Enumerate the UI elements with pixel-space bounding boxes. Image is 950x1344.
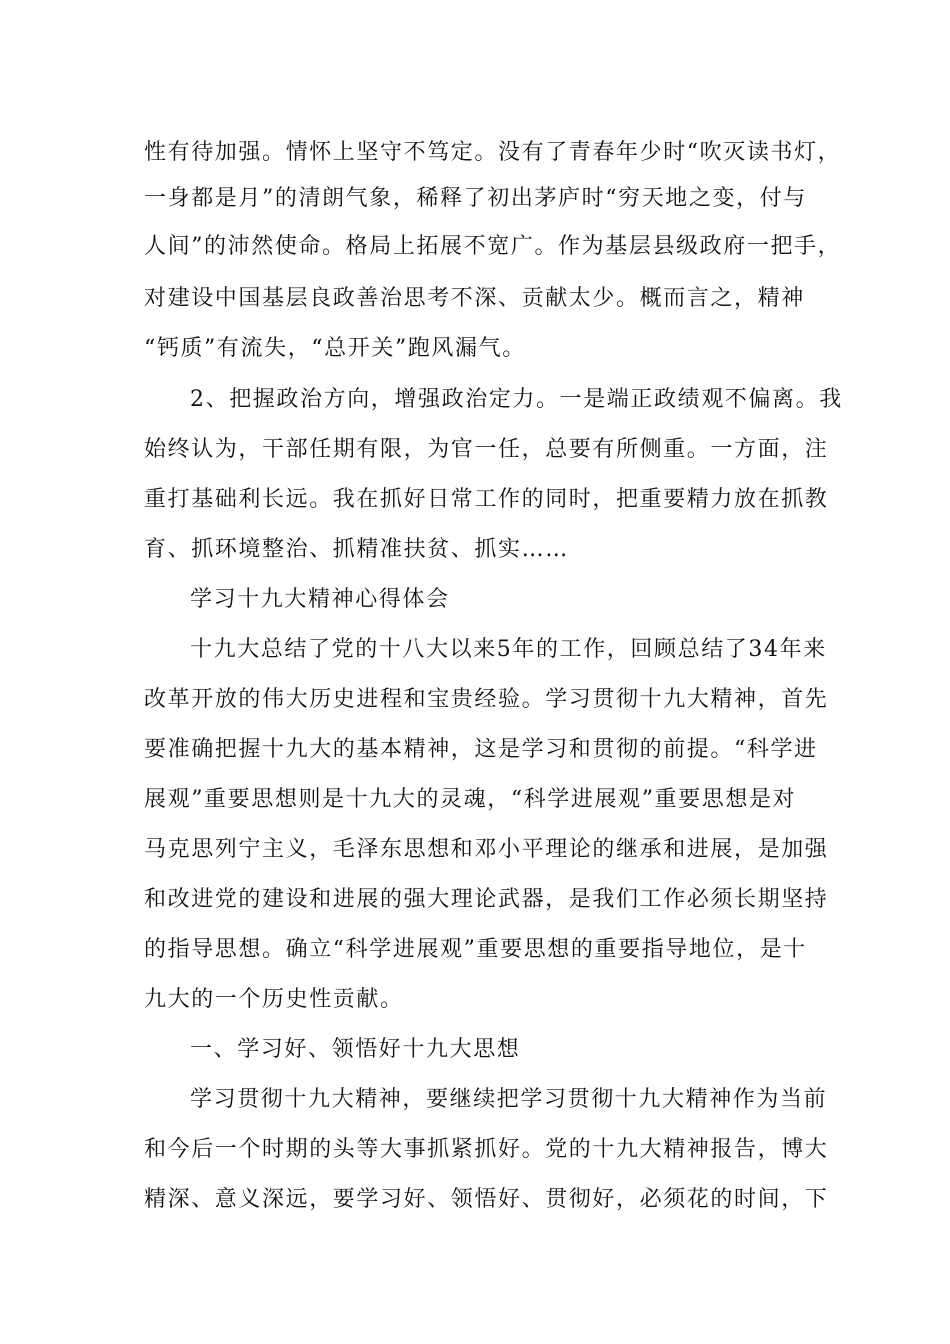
text-line: 九大的一个历史性贡献。 <box>144 987 404 1012</box>
text-line: 要准确把握十九大的基本精神，这是学习和贯彻的前提。“科学进 <box>144 737 818 762</box>
text-line: 改革开放的伟大历史进程和宝贵经验。学习贯彻十九大精神，首先 <box>144 687 829 712</box>
text-line: 的指导思想。确立“科学进展观”重要思想的重要指导地位，是十 <box>144 937 807 962</box>
section-title: 学习十九大精神心得体会 <box>190 587 450 612</box>
text-line: 和改进党的建设和进展的强大理论武器，是我们工作必须长期坚持 <box>144 887 829 912</box>
text-line: 和今后一个时期的头等大事抓紧抓好。党的十九大精神报告，博大 <box>144 1137 829 1162</box>
text-line: 精深、意义深远，要学习好、领悟好、贯彻好，必须花的时间，下 <box>144 1187 829 1212</box>
text-line: 展观”重要思想则是十九大的灵魂，“科学进展观”重要思想是对 <box>144 787 797 812</box>
text-line: 马克思列宁主义，毛泽东思想和邓小平理论的继承和进展，是加强 <box>144 837 829 862</box>
text-line: 一身都是月”的清朗气象，稀释了初出茅庐时“穷天地之变，付与 <box>144 186 807 211</box>
text-line: 性有待加强。情怀上坚守不笃定。没有了青春年少时“吹灭读书灯， <box>144 140 842 165</box>
text-line: 对建设中国基层良政善治思考不深、贡献太少。概而言之，精神 <box>144 286 805 311</box>
paragraph-start-line: 2、把握政治方向，增强政治定力。一是端正政绩观不偏离。我 <box>190 387 843 412</box>
paragraph-start-line: 十九大总结了党的十八大以来5年的工作，回顾总结了34年来 <box>190 637 827 662</box>
text-line: 始终认为，干部任期有限，为官一任，总要有所侧重。一方面，注 <box>144 437 829 462</box>
text-line: 重打基础利长远。我在抓好日常工作的同时，把重要精力放在抓教 <box>144 487 829 512</box>
text-line: “钙质”有流失，“总开关”跑风漏气。 <box>144 336 526 361</box>
text-line: 人间”的沛然使命。格局上拓展不宽广。作为基层县级政府一把手， <box>144 234 842 259</box>
paragraph-start-line: 学习贯彻十九大精神，要继续把学习贯彻十九大精神作为当前 <box>190 1087 828 1112</box>
section-heading: 一、学习好、领悟好十九大思想 <box>190 1037 521 1062</box>
text-line: 育、抓环境整治、抓精准扶贫、抓实…… <box>144 537 569 562</box>
